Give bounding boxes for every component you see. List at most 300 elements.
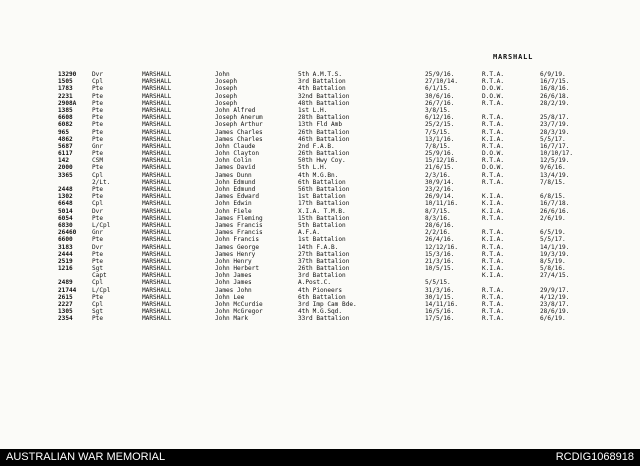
cell-given-names: Joseph bbox=[215, 92, 238, 100]
cell-surname: MARSHALL bbox=[142, 85, 172, 93]
table-row bbox=[0, 107, 640, 114]
table-row bbox=[0, 136, 640, 143]
cell-unit: X.I.A. T.M.B. bbox=[298, 207, 346, 215]
cell-surname: MARSHALL bbox=[142, 142, 172, 150]
table-row bbox=[0, 279, 640, 286]
cell-enlistment-date: 30/9/14. bbox=[425, 178, 455, 186]
cell-rank: Pte bbox=[92, 250, 104, 258]
cell-fate: R.T.A. bbox=[482, 214, 505, 222]
cell-fate-date: 26/6/18. bbox=[540, 92, 570, 100]
cell-service-number: 2000 bbox=[58, 164, 73, 172]
cell-service-number: 1505 bbox=[58, 78, 73, 86]
cell-fate: D.O.W. bbox=[482, 85, 505, 93]
cell-fate: R.T.A. bbox=[482, 293, 505, 301]
cell-enlistment-date: 14/11/16. bbox=[425, 301, 459, 308]
cell-service-number: 1305 bbox=[58, 308, 73, 316]
cell-given-names: James Edward bbox=[215, 193, 260, 201]
cell-unit: 13th Fld Amb bbox=[298, 121, 343, 129]
table-row bbox=[0, 229, 640, 236]
cell-given-names: John Clayton bbox=[215, 150, 260, 158]
table-row bbox=[0, 114, 640, 121]
cell-rank: Pte bbox=[92, 186, 104, 193]
footer-institution: AUSTRALIAN WAR MEMORIAL bbox=[6, 451, 166, 463]
cell-unit: 26th Battalion bbox=[298, 150, 350, 158]
cell-surname: MARSHALL bbox=[142, 92, 172, 100]
cell-unit: 14th F.A.B. bbox=[298, 243, 339, 251]
cell-fate: K.I.A. bbox=[482, 265, 505, 273]
surname-heading: MARSHALL bbox=[493, 53, 534, 61]
cell-given-names: John Edwin bbox=[215, 200, 252, 208]
cell-unit: 1st Battalion bbox=[298, 236, 346, 244]
cell-surname: MARSHALL bbox=[142, 272, 172, 280]
cell-fate: R.T.A. bbox=[482, 315, 505, 323]
cell-given-names: John Claude bbox=[215, 142, 256, 150]
cell-unit: 1st Battalion bbox=[298, 193, 346, 201]
cell-service-number: 142 bbox=[58, 157, 70, 165]
cell-rank: Pte bbox=[92, 150, 104, 158]
cell-enlistment-date: 25/2/15. bbox=[425, 121, 455, 129]
cell-fate-date: 25/8/17. bbox=[540, 114, 570, 122]
table-row bbox=[0, 71, 640, 78]
cell-unit: 3rd Battalion bbox=[298, 272, 346, 280]
cell-rank: L/Cpl bbox=[92, 221, 111, 229]
cell-rank: Cpl bbox=[92, 200, 104, 208]
cell-surname: MARSHALL bbox=[142, 265, 172, 273]
cell-fate-date: 28/2/19. bbox=[540, 99, 570, 107]
cell-fate: R.T.A. bbox=[482, 78, 505, 86]
cell-fate: K.I.A. bbox=[482, 135, 505, 143]
cell-surname: MARSHALL bbox=[142, 128, 172, 136]
cell-rank: Dvr bbox=[92, 243, 104, 251]
cell-service-number: 5687 bbox=[58, 142, 73, 150]
table-row bbox=[0, 157, 640, 164]
cell-rank: CSM bbox=[92, 157, 104, 165]
cell-given-names: James Henry bbox=[215, 250, 256, 258]
table-row bbox=[0, 78, 640, 85]
cell-unit: 3rd Battalion bbox=[298, 78, 346, 86]
cell-service-number: 21744 bbox=[58, 286, 77, 294]
cell-surname: MARSHALL bbox=[142, 200, 172, 208]
cell-fate: K.I.A. bbox=[482, 236, 505, 244]
cell-enlistment-date: 31/3/16. bbox=[425, 286, 455, 294]
cell-service-number: 6054 bbox=[58, 214, 73, 222]
cell-fate: R.T.A. bbox=[482, 142, 505, 150]
cell-given-names: Joseph bbox=[215, 85, 238, 93]
cell-surname: MARSHALL bbox=[142, 207, 172, 215]
cell-rank: Pte bbox=[92, 99, 104, 107]
cell-unit: 3rd Imp Cam Bde. bbox=[298, 301, 357, 308]
cell-fate-date: 5/5/17. bbox=[540, 236, 566, 244]
table-row bbox=[0, 244, 640, 251]
cell-service-number: 26460 bbox=[58, 229, 77, 237]
cell-fate-date: 28/3/19. bbox=[540, 128, 570, 136]
cell-fate: R.T.A. bbox=[482, 229, 505, 237]
cell-service-number: 1302 bbox=[58, 193, 73, 201]
cell-given-names: James Dunn bbox=[215, 171, 252, 179]
cell-fate: R.T.A. bbox=[482, 171, 505, 179]
table-row bbox=[0, 100, 640, 107]
cell-service-number: 1216 bbox=[58, 265, 73, 273]
cell-unit: 56th Battalion bbox=[298, 186, 350, 193]
cell-surname: MARSHALL bbox=[142, 171, 172, 179]
cell-given-names: Joseph bbox=[215, 78, 238, 86]
cell-surname: MARSHALL bbox=[142, 99, 172, 107]
cell-surname: MARSHALL bbox=[142, 301, 172, 308]
cell-unit: 4th Pioneers bbox=[298, 286, 343, 294]
cell-enlistment-date: 21/6/15. bbox=[425, 164, 455, 172]
cell-fate-date: 6/8/15. bbox=[540, 193, 566, 201]
cell-surname: MARSHALL bbox=[142, 193, 172, 201]
cell-fate-date: 6/9/19. bbox=[540, 71, 566, 78]
cell-service-number: 6608 bbox=[58, 114, 73, 122]
cell-fate: D.O.W. bbox=[482, 92, 505, 100]
cell-service-number: 2354 bbox=[58, 315, 73, 323]
cell-enlistment-date: 8/3/16. bbox=[425, 214, 451, 222]
cell-service-number: 1783 bbox=[58, 85, 73, 93]
cell-rank: Cpl bbox=[92, 279, 104, 287]
cell-rank: Cpl bbox=[92, 171, 104, 179]
table-row bbox=[0, 251, 640, 258]
cell-enlistment-date: 26/4/16. bbox=[425, 236, 455, 244]
cell-surname: MARSHALL bbox=[142, 186, 172, 193]
cell-fate: R.T.A. bbox=[482, 71, 505, 78]
cell-unit: 26th Battalion bbox=[298, 265, 350, 273]
cell-enlistment-date: 10/11/16. bbox=[425, 200, 459, 208]
cell-enlistment-date: 6/12/16. bbox=[425, 114, 455, 122]
cell-fate: R.T.A. bbox=[482, 257, 505, 265]
cell-given-names: John McGregor bbox=[215, 308, 263, 316]
cell-rank: Sgt bbox=[92, 308, 104, 316]
cell-surname: MARSHALL bbox=[142, 78, 172, 86]
cell-enlistment-date: 21/3/16. bbox=[425, 257, 455, 265]
cell-rank: Pte bbox=[92, 293, 104, 301]
cell-unit: 5th Battalion bbox=[298, 221, 346, 229]
cell-enlistment-date: 13/1/16. bbox=[425, 135, 455, 143]
cell-service-number: 6648 bbox=[58, 200, 73, 208]
cell-fate: R.T.A. bbox=[482, 157, 505, 165]
cell-rank: Gnr bbox=[92, 142, 104, 150]
footer-record-id: RCDIG1068918 bbox=[555, 451, 634, 463]
table-row bbox=[0, 308, 640, 315]
cell-given-names: John bbox=[215, 71, 230, 78]
table-row bbox=[0, 272, 640, 279]
cell-fate-date: 29/9/17. bbox=[540, 286, 570, 294]
cell-fate: R.T.A. bbox=[482, 99, 505, 107]
table-row bbox=[0, 150, 640, 157]
cell-enlistment-date: 30/1/15. bbox=[425, 293, 455, 301]
cell-service-number: 2227 bbox=[58, 301, 73, 308]
table-row bbox=[0, 172, 640, 179]
cell-service-number: 13290 bbox=[58, 71, 77, 78]
cell-enlistment-date: 15/3/16. bbox=[425, 250, 455, 258]
cell-fate: K.I.A. bbox=[482, 207, 505, 215]
cell-unit: 32nd Battalion bbox=[298, 92, 350, 100]
cell-unit: 33rd Battalion bbox=[298, 315, 350, 323]
cell-enlistment-date: 28/6/16. bbox=[425, 221, 455, 229]
table-row bbox=[0, 200, 640, 207]
cell-surname: MARSHALL bbox=[142, 279, 172, 287]
cell-rank: Pte bbox=[92, 135, 104, 143]
cell-rank: Capt bbox=[92, 272, 107, 280]
cell-fate: D.O.W. bbox=[482, 164, 505, 172]
cell-service-number: 3183 bbox=[58, 243, 73, 251]
table-row bbox=[0, 236, 640, 243]
cell-surname: MARSHALL bbox=[142, 308, 172, 316]
cell-unit: 4th Battalion bbox=[298, 85, 346, 93]
cell-surname: MARSHALL bbox=[142, 157, 172, 165]
cell-rank: Pte bbox=[92, 214, 104, 222]
cell-given-names: Joseph bbox=[215, 99, 238, 107]
cell-unit: 4th M.G.Bn. bbox=[298, 171, 339, 179]
cell-fate-date: 19/3/19. bbox=[540, 250, 570, 258]
cell-rank: 2/Lt. bbox=[92, 178, 111, 186]
cell-enlistment-date: 3/8/15. bbox=[425, 106, 451, 114]
table-row bbox=[0, 301, 640, 308]
cell-fate-date: 16/7/15. bbox=[540, 78, 570, 86]
table-row bbox=[0, 287, 640, 294]
cell-fate-date: 23/8/17. bbox=[540, 301, 570, 308]
cell-fate-date: 28/6/19. bbox=[540, 308, 570, 316]
cell-fate: D.O.W. bbox=[482, 150, 505, 158]
cell-fate-date: 6/5/19. bbox=[540, 229, 566, 237]
cell-fate-date: 4/12/19. bbox=[540, 293, 570, 301]
cell-service-number: 2231 bbox=[58, 92, 73, 100]
cell-fate-date: 27/4/15. bbox=[540, 272, 570, 280]
cell-fate: R.T.A. bbox=[482, 114, 505, 122]
cell-surname: MARSHALL bbox=[142, 164, 172, 172]
cell-given-names: John McCurdie bbox=[215, 301, 263, 308]
cell-fate: R.T.A. bbox=[482, 243, 505, 251]
cell-given-names: John Fiele bbox=[215, 207, 252, 215]
cell-unit: 1st L.H. bbox=[298, 106, 328, 114]
cell-surname: MARSHALL bbox=[142, 150, 172, 158]
table-row bbox=[0, 121, 640, 128]
cell-fate: R.T.A. bbox=[482, 128, 505, 136]
cell-enlistment-date: 10/5/15. bbox=[425, 265, 455, 273]
cell-rank: Gnr bbox=[92, 229, 104, 237]
cell-enlistment-date: 7/5/15. bbox=[425, 128, 451, 136]
table-row bbox=[0, 164, 640, 171]
cell-rank: Pte bbox=[92, 106, 104, 114]
cell-service-number: 2489 bbox=[58, 279, 73, 287]
table-row bbox=[0, 179, 640, 186]
cell-fate-date: 5/5/17. bbox=[540, 135, 566, 143]
cell-service-number: 965 bbox=[58, 128, 70, 136]
cell-given-names: James Francis bbox=[215, 221, 263, 229]
cell-given-names: James David bbox=[215, 164, 256, 172]
cell-fate: R.T.A. bbox=[482, 121, 505, 129]
cell-unit: 46th Battalion bbox=[298, 135, 350, 143]
cell-fate-date: 9/6/16. bbox=[540, 164, 566, 172]
cell-enlistment-date: 8/7/15. bbox=[425, 207, 451, 215]
cell-surname: MARSHALL bbox=[142, 315, 172, 323]
cell-unit: 4th M.G.Sqd. bbox=[298, 308, 343, 316]
cell-unit: 5th L.H. bbox=[298, 164, 328, 172]
cell-given-names: John Colin bbox=[215, 157, 252, 165]
cell-surname: MARSHALL bbox=[142, 178, 172, 186]
cell-unit: A.F.A. bbox=[298, 229, 321, 237]
cell-fate: K.I.A. bbox=[482, 193, 505, 201]
cell-surname: MARSHALL bbox=[142, 135, 172, 143]
cell-surname: MARSHALL bbox=[142, 286, 172, 294]
cell-surname: MARSHALL bbox=[142, 243, 172, 251]
cell-fate: R.T.A. bbox=[482, 286, 505, 294]
table-row bbox=[0, 186, 640, 193]
cell-unit: 27th Battalion bbox=[298, 250, 350, 258]
cell-fate-date: 16/7/17. bbox=[540, 142, 570, 150]
table-row bbox=[0, 258, 640, 265]
cell-enlistment-date: 2/2/16. bbox=[425, 229, 451, 237]
cell-service-number: 6117 bbox=[58, 150, 73, 158]
cell-unit: 2nd F.A.B. bbox=[298, 142, 335, 150]
cell-service-number: 2908A bbox=[58, 99, 77, 107]
table-row bbox=[0, 85, 640, 92]
footer-bar bbox=[0, 449, 640, 466]
table-row bbox=[0, 265, 640, 272]
cell-given-names: James John bbox=[215, 286, 252, 294]
table-row bbox=[0, 143, 640, 150]
cell-service-number: 4862 bbox=[58, 135, 73, 143]
cell-enlistment-date: 16/5/16. bbox=[425, 308, 455, 316]
cell-service-number: 2444 bbox=[58, 250, 73, 258]
table-row bbox=[0, 294, 640, 301]
cell-enlistment-date: 27/10/14. bbox=[425, 78, 459, 86]
cell-given-names: John Francis bbox=[215, 236, 260, 244]
cell-rank: Pte bbox=[92, 193, 104, 201]
cell-rank: Pte bbox=[92, 121, 104, 129]
cell-service-number: 5014 bbox=[58, 207, 73, 215]
cell-rank: Dvr bbox=[92, 71, 104, 78]
table-row bbox=[0, 215, 640, 222]
cell-service-number: 2519 bbox=[58, 257, 73, 265]
cell-fate: R.T.A. bbox=[482, 308, 505, 316]
cell-unit: 5th A.M.T.S. bbox=[298, 71, 343, 78]
cell-given-names: John Henry bbox=[215, 257, 252, 265]
cell-enlistment-date: 17/5/16. bbox=[425, 315, 455, 323]
cell-unit: 6th Battalion bbox=[298, 293, 346, 301]
cell-given-names: John Alfred bbox=[215, 106, 256, 114]
cell-service-number: 1385 bbox=[58, 106, 73, 114]
cell-rank: Pte bbox=[92, 315, 104, 323]
cell-fate-date: 6/6/19. bbox=[540, 315, 566, 323]
cell-given-names: John Edmund bbox=[215, 186, 256, 193]
table-row bbox=[0, 129, 640, 136]
cell-unit: 48th Battalion bbox=[298, 99, 350, 107]
cell-unit: 17th Battalion bbox=[298, 200, 350, 208]
cell-unit: 6th Battalion bbox=[298, 178, 346, 186]
cell-given-names: John Herbert bbox=[215, 265, 260, 273]
cell-service-number: 6600 bbox=[58, 236, 73, 244]
cell-given-names: John Mark bbox=[215, 315, 249, 323]
nominal-roll-list bbox=[0, 71, 640, 323]
cell-given-names: John James bbox=[215, 279, 252, 287]
table-row bbox=[0, 93, 640, 100]
cell-rank: L/Cpl bbox=[92, 286, 111, 294]
table-row bbox=[0, 208, 640, 215]
cell-enlistment-date: 30/6/16. bbox=[425, 92, 455, 100]
cell-fate-date: 14/1/19. bbox=[540, 243, 570, 251]
cell-enlistment-date: 25/9/16. bbox=[425, 71, 455, 78]
cell-fate-date: 26/6/16. bbox=[540, 207, 570, 215]
table-row bbox=[0, 315, 640, 322]
cell-enlistment-date: 26/7/16. bbox=[425, 99, 455, 107]
cell-surname: MARSHALL bbox=[142, 236, 172, 244]
cell-fate-date: 12/5/19. bbox=[540, 157, 570, 165]
table-row bbox=[0, 193, 640, 200]
cell-given-names: Joseph Arthur bbox=[215, 121, 263, 129]
cell-enlistment-date: 7/8/15. bbox=[425, 142, 451, 150]
cell-surname: MARSHALL bbox=[142, 250, 172, 258]
cell-enlistment-date: 12/12/16. bbox=[425, 243, 459, 251]
cell-fate: R.T.A. bbox=[482, 250, 505, 258]
cell-given-names: James Charles bbox=[215, 128, 263, 136]
cell-unit: 37th Battalion bbox=[298, 257, 350, 265]
cell-rank: Pte bbox=[92, 236, 104, 244]
cell-fate-date: 8/5/19. bbox=[540, 257, 566, 265]
cell-surname: MARSHALL bbox=[142, 114, 172, 122]
cell-fate-date: 13/4/19. bbox=[540, 171, 570, 179]
cell-service-number: 3365 bbox=[58, 171, 73, 179]
cell-given-names: John Lee bbox=[215, 293, 245, 301]
cell-enlistment-date: 6/1/15. bbox=[425, 85, 451, 93]
table-row bbox=[0, 222, 640, 229]
cell-unit: 50th Hwy Coy. bbox=[298, 157, 346, 165]
cell-service-number: 6830 bbox=[58, 221, 73, 229]
cell-enlistment-date: 15/12/16. bbox=[425, 157, 459, 165]
cell-rank: Cpl bbox=[92, 78, 104, 86]
cell-given-names: John James bbox=[215, 272, 252, 280]
cell-surname: MARSHALL bbox=[142, 293, 172, 301]
cell-fate: K.I.A. bbox=[482, 200, 505, 208]
cell-given-names: Joseph Anerum bbox=[215, 114, 263, 122]
cell-fate: K.I.A. bbox=[482, 272, 505, 280]
cell-rank: Pte bbox=[92, 92, 104, 100]
cell-surname: MARSHALL bbox=[142, 221, 172, 229]
cell-enlistment-date: 25/9/16. bbox=[425, 150, 455, 158]
cell-fate: R.T.A. bbox=[482, 301, 505, 308]
cell-rank: Sgt bbox=[92, 265, 104, 273]
cell-unit: 15th Battalion bbox=[298, 214, 350, 222]
cell-surname: MARSHALL bbox=[142, 214, 172, 222]
cell-surname: MARSHALL bbox=[142, 106, 172, 114]
cell-surname: MARSHALL bbox=[142, 121, 172, 129]
cell-given-names: James George bbox=[215, 243, 260, 251]
cell-fate-date: 16/7/18. bbox=[540, 200, 570, 208]
cell-unit: A.Post.C. bbox=[298, 279, 332, 287]
cell-service-number: 2448 bbox=[58, 186, 73, 193]
cell-rank: Pte bbox=[92, 85, 104, 93]
cell-rank: Pte bbox=[92, 257, 104, 265]
cell-enlistment-date: 23/2/16. bbox=[425, 186, 455, 193]
cell-fate-date: 10/10/17. bbox=[540, 150, 574, 158]
cell-enlistment-date: 5/5/15. bbox=[425, 279, 451, 287]
cell-rank: Pte bbox=[92, 128, 104, 136]
cell-given-names: James Fleming bbox=[215, 214, 263, 222]
cell-rank: Pte bbox=[92, 164, 104, 172]
cell-fate: R.T.A. bbox=[482, 178, 505, 186]
cell-fate-date: 2/6/19. bbox=[540, 214, 566, 222]
cell-surname: MARSHALL bbox=[142, 229, 172, 237]
cell-rank: Dvr bbox=[92, 207, 104, 215]
cell-service-number: 2615 bbox=[58, 293, 73, 301]
cell-fate-date: 5/8/16. bbox=[540, 265, 566, 273]
cell-service-number: 6082 bbox=[58, 121, 73, 129]
cell-enlistment-date: 26/9/14. bbox=[425, 193, 455, 201]
cell-unit: 28th Battalion bbox=[298, 114, 350, 122]
cell-surname: MARSHALL bbox=[142, 71, 172, 78]
cell-rank: Cpl bbox=[92, 301, 104, 308]
cell-fate-date: 23/7/19. bbox=[540, 121, 570, 129]
